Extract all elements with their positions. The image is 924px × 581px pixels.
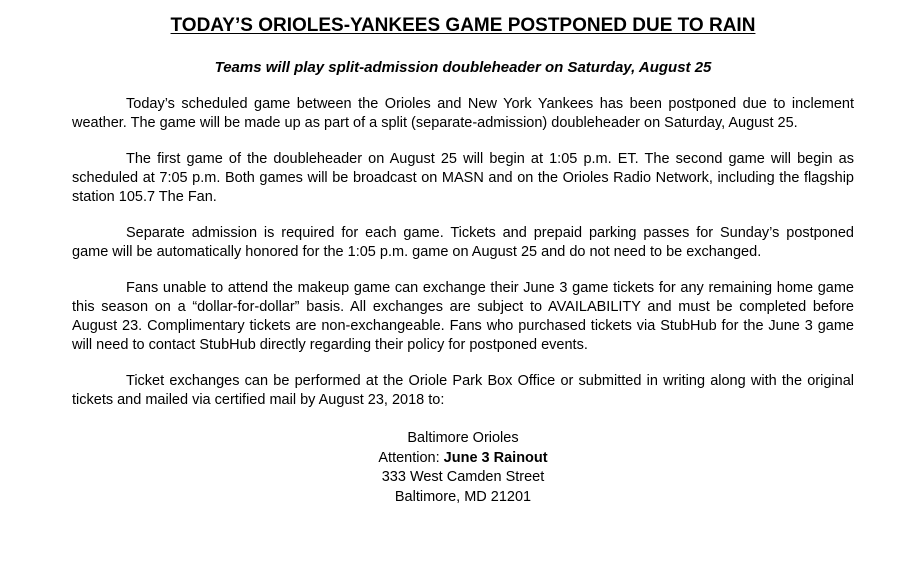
paragraph-admission: Separate admission is required for each game. Tickets and prepaid parking passes for Sunday’s postponed game will be automatically honored for the 1:05 p.m. game on August 25 and do not need to be exchanged. — [72, 225, 854, 260]
address-city: Baltimore, MD 21201 — [394, 488, 532, 505]
address-attention-line — [72, 449, 854, 469]
address-attention-label: Attention: — [378, 449, 444, 466]
paragraph-ticket-exchange: Fans unable to attend the makeup game can exchange their June 3 game tickets for any remaining home game this season on a “dollar-for-dollar” basis. All exchanges are subject to AVAILABILITY and must be completed before August 23. Complimentary tickets are non-exchangeable. Fans who purchased tickets via StubHub for the June 3 game will need to contact StubHub directly regarding their policy for postponed events. — [72, 280, 854, 353]
paragraph-exchange-instructions: Ticket exchanges can be performed at the Oriole Park Box Office or submitted in writing along with the original tickets and mailed via certified mail by August 23, 2018 to: — [72, 373, 854, 408]
mailing-address — [72, 429, 854, 507]
paragraph-postponement: Today’s scheduled game between the Orioles and New York Yankees has been postponed due to inclement weather. The game will be made up as part of a split (separate-admission) doubleheader on Saturday, August 25. — [72, 96, 854, 131]
address-attention-value: June 3 Rainout — [443, 449, 548, 466]
paragraph-doubleheader-times: The first game of the doubleheader on August 25 will begin at 1:05 p.m. ET. The second game will begin as scheduled at 7:05 p.m. Both games will be broadcast on MASN and on the Orioles Radio Network, including the flagship station 105.7 The Fan. — [72, 151, 854, 205]
document-title: TODAY’S ORIOLES-YANKEES GAME POSTPONED DUE TO RAIN — [170, 15, 756, 36]
address-street: 333 West Camden Street — [381, 469, 545, 485]
address-name: Baltimore Orioles — [407, 430, 519, 446]
document-subtitle: Teams will play split-admission doubleheader on Saturday, August 25 — [214, 59, 712, 76]
press-release-document — [0, 14, 924, 581]
